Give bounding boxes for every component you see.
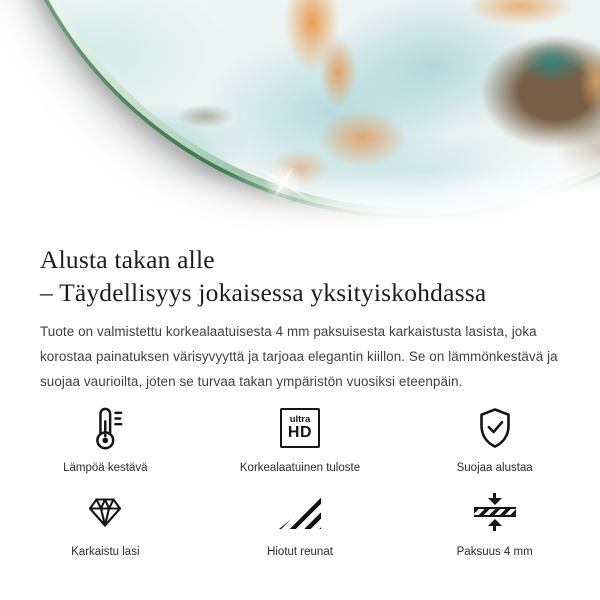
feature-label: Lämpöä kestävä [63, 462, 148, 474]
shield-check-icon [475, 404, 515, 452]
feature-polished-edges [203, 488, 398, 558]
page-title [40, 243, 560, 309]
features-grid [0, 404, 600, 558]
text-content [0, 243, 600, 394]
uhd-badge-bottom: HD [287, 424, 313, 442]
diamond-icon [85, 488, 125, 536]
feature-thickness [397, 488, 592, 558]
uhd-badge-top: ultra [289, 413, 311, 425]
feature-label: Suojaa alustaa [456, 462, 533, 474]
thickness-arrows-icon [474, 488, 516, 536]
ultra-hd-icon [280, 404, 320, 452]
feature-label: Karkaistu lasi [71, 546, 140, 558]
title-line-1: Alusta takan alle [40, 245, 215, 274]
feature-heat-resistant [8, 404, 203, 474]
feature-label: Korkealaatuinen tuloste [239, 462, 361, 474]
polished-edge-icon [279, 488, 321, 536]
feature-label: Paksuus 4 mm [456, 546, 533, 558]
feature-tempered-glass [8, 488, 203, 558]
feature-protects-surface [397, 404, 592, 474]
hero-white-fade [0, 0, 600, 238]
title-line-2: – Täydellisyys jokaisessa yksityiskohdassa [40, 278, 487, 307]
thermometer-icon [86, 404, 124, 452]
feature-high-quality-print [203, 404, 398, 474]
hero-image [0, 0, 600, 238]
feature-label: Hiotut reunat [267, 546, 333, 558]
product-description: Tuote on valmistettu korkealaatuisesta 4 mm paksuisesta karkaistusta lasista, joka korostaa painatuksen värisyvyyttä ja tarjoaa elegantin kiillon. Se on lämmönkestävä ja suojaa vaurioilta, joten se turvaa takan ympäristön vuosiksi eteenpäin. [40, 324, 558, 389]
